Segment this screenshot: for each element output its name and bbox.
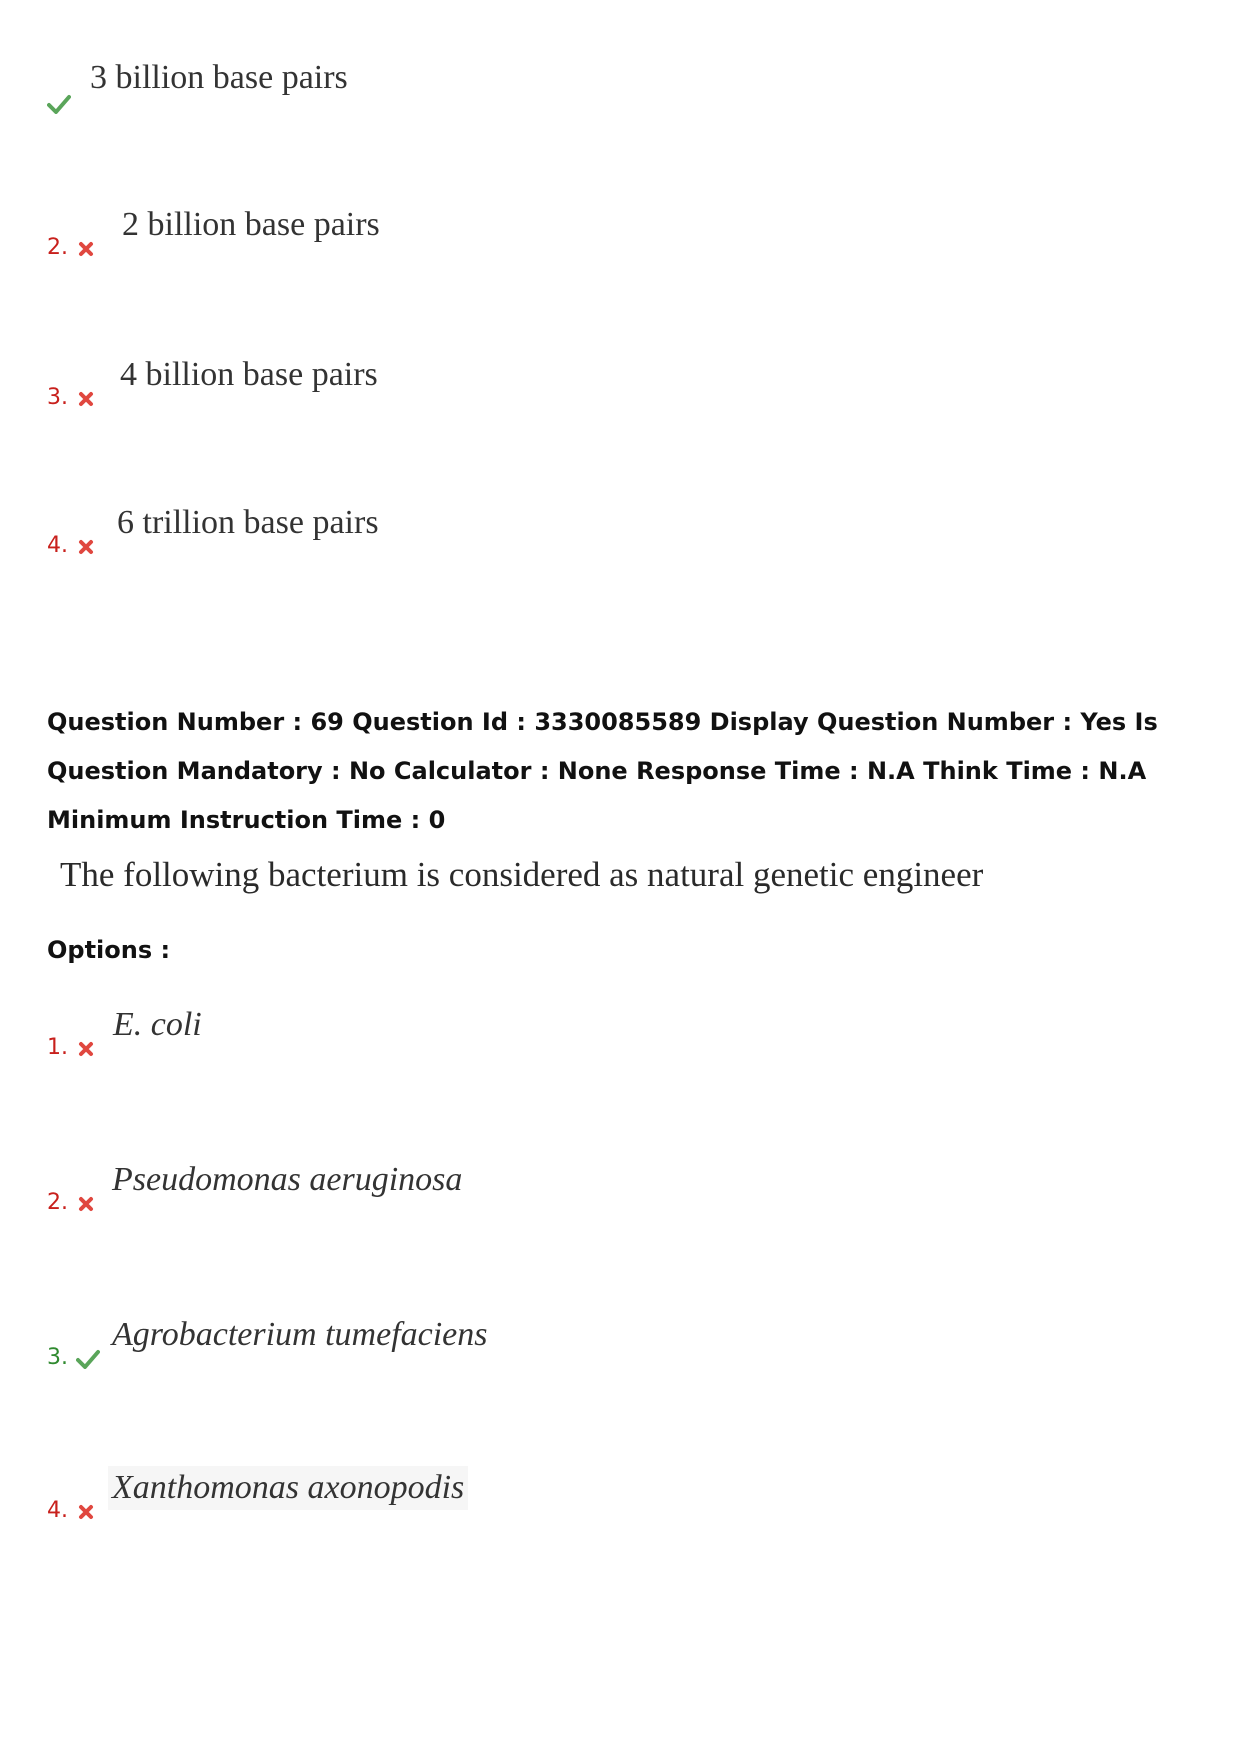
option-text: Pseudomonas aeruginosa xyxy=(112,1161,463,1198)
option-number: 3. xyxy=(47,1345,68,1370)
option-number: 2. xyxy=(47,235,68,260)
option-4 xyxy=(0,1468,1240,1528)
question-meta: Question Number : 69 Question Id : 3330085589 Display Question Number : Yes Is Question Mandatory : No Calculator : None Response Time : N.A Think Time : N.A Minimum Instruction Time : 0 xyxy=(47,708,1158,834)
option-number: 1. xyxy=(47,1035,68,1060)
option-number: 3. xyxy=(47,385,68,410)
option-text: Agrobacterium tumefaciens xyxy=(112,1316,488,1353)
option-number: 4. xyxy=(47,533,68,558)
cross-icon xyxy=(78,1504,98,1524)
prev-option-4 xyxy=(0,503,1240,563)
cross-icon xyxy=(78,539,98,559)
option-text: Xanthomonas axonopodis xyxy=(108,1466,468,1510)
option-text: E. coli xyxy=(113,1006,202,1043)
option-2 xyxy=(0,1160,1240,1220)
options-label: Options : xyxy=(47,936,171,964)
option-text: 4 billion base pairs xyxy=(120,356,378,393)
cross-icon xyxy=(78,391,98,411)
prev-option-1 xyxy=(0,58,1240,118)
check-icon xyxy=(76,1349,96,1369)
cross-icon xyxy=(78,1196,98,1216)
option-number: 2. xyxy=(47,1190,68,1215)
prev-option-2 xyxy=(0,205,1240,265)
option-text: 3 billion base pairs xyxy=(90,59,348,96)
option-number: 4. xyxy=(47,1498,68,1523)
prev-option-3 xyxy=(0,355,1240,415)
cross-icon xyxy=(78,241,98,261)
option-1 xyxy=(0,1005,1240,1065)
option-3 xyxy=(0,1315,1240,1375)
check-icon xyxy=(47,94,67,114)
question-text: The following bacterium is considered as natural genetic engineer xyxy=(60,855,984,894)
cross-icon xyxy=(78,1041,98,1061)
option-text: 2 billion base pairs xyxy=(122,206,380,243)
option-text: 6 trillion base pairs xyxy=(117,504,379,541)
